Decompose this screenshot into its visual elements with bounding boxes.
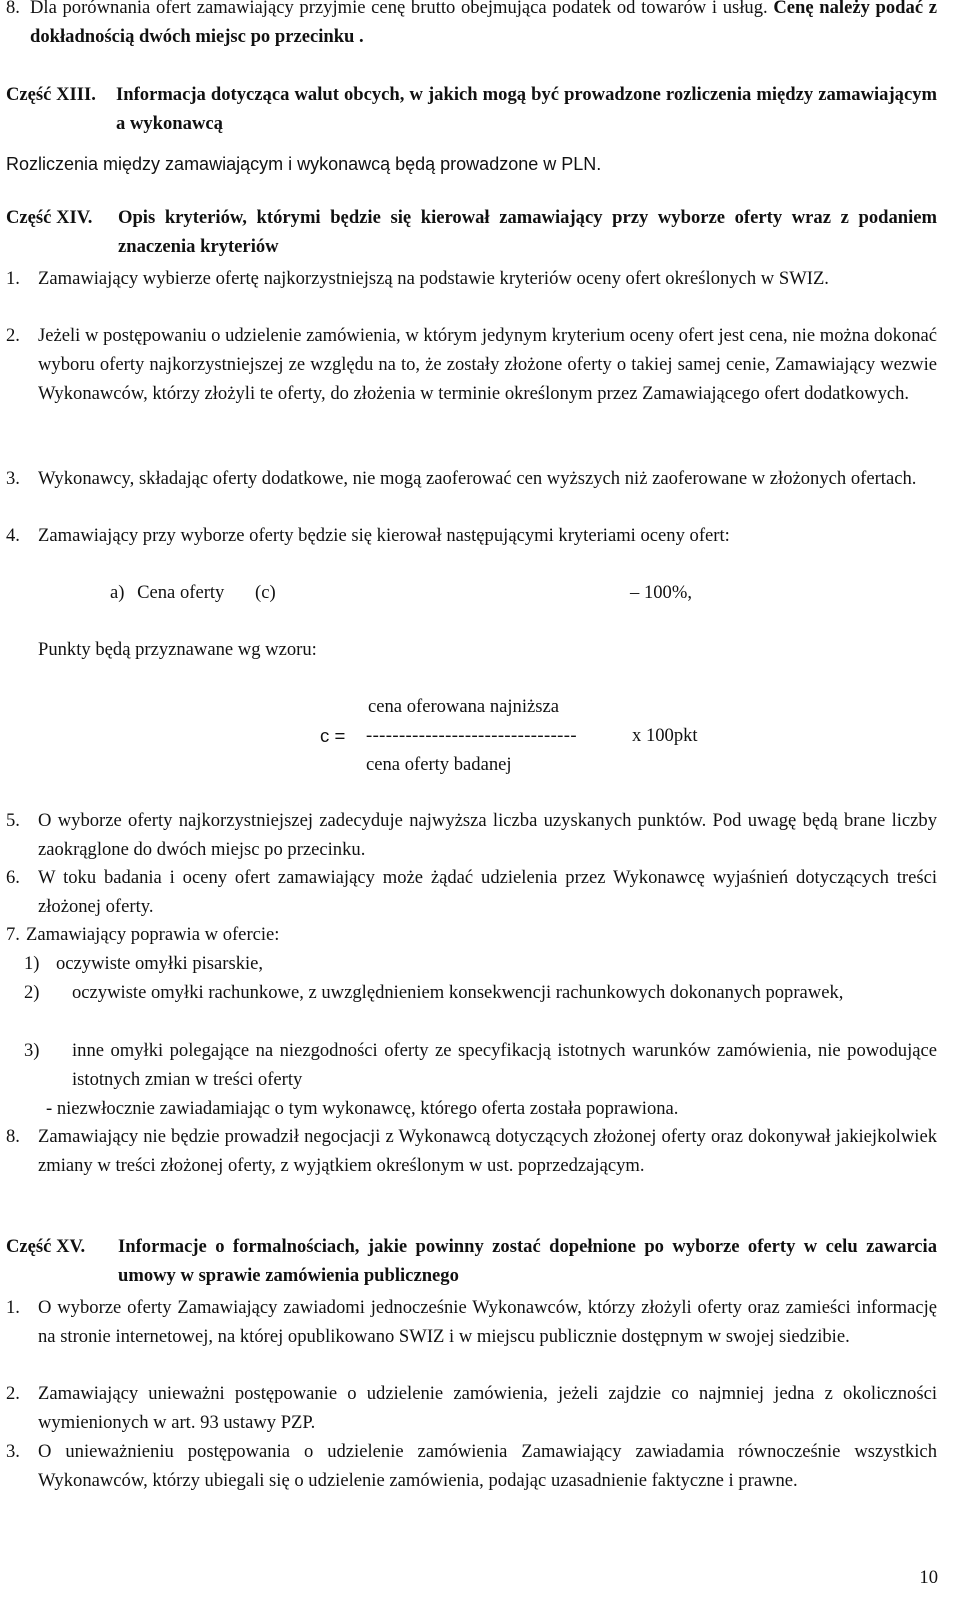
sub-list-item [24,1036,937,1094]
item-text: W toku badania i oceny ofert zamawiający może żądać udzielenia przez Wykonawcę wyjaśnień dotyczących treści złożonej oferty. [38,867,937,917]
criterion-name: Cena oferty [137,582,225,603]
formula-lhs: c = [320,725,346,746]
item-number: 8. [6,1126,20,1147]
formula-numerator: cena oferowana najniższa [368,696,559,717]
points-label: Punkty będą przyznawane wg wzoru: [38,639,317,660]
sub-item-text: inne omyłki polegające na niezgodności oferty ze specyfikacją istotnych warunków zamówienia, nie powodujące istotnych zmian w treści oferty [72,1040,937,1090]
criterion-row [110,578,730,607]
item-number: 3. [6,1441,20,1462]
item-text: Wykonawcy, składając oferty dodatkowe, nie mogą zaoferować cen wyższych niż zaoferowane w złożonych ofertach. [38,468,917,489]
item-text: O wyborze oferty najkorzystniejszej zadecyduje najwyższa liczba uzyskanych punktów. Pod uwagę będą brane liczby zaokrąglone do dwóch miejsc po przecinku. [38,810,937,860]
list-item [6,464,937,493]
item-number: 2. [6,1383,20,1404]
sub-item-text: oczywiste omyłki rachunkowe, z uwzględnieniem konsekwencji rachunkowych dokonanych poprawek, [72,982,844,1003]
item-text: Dla porównania ofert zamawiający przyjmie cenę brutto obejmująca podatek od towarów i usług. [30,0,768,18]
list-item [6,521,937,550]
list-item [6,863,937,921]
item-number: 5. [6,810,20,831]
list-item [6,920,937,949]
item-number: 4. [6,525,20,546]
item-text: Zamawiający poprawia w ofercie: [26,924,280,945]
section-heading-15 [6,1232,937,1290]
item-number: 1. [6,1297,20,1318]
formula-fraction-line: -------------------------------- [366,725,577,746]
item-text: O wyborze oferty Zamawiający zawiadomi jednocześnie Wykonawców, którzy złożyli oferty oraz zamieści informację na stronie internetowej, na której opublikowano SWIZ i w miejscu publicznie dostępnym w swojej siedzibie. [38,1297,937,1347]
item-bold-text: Cenę należy podać z dokładnością dwóch miejsc po przecinku . [30,0,937,47]
item-number: 7. [6,924,20,945]
section-title: Informacja dotycząca walut obcych, w jakich mogą być prowadzone rozliczenia między zamawiającym a wykonawcą [116,84,937,134]
list-item [6,1379,937,1437]
criterion-symbol: (c) [255,582,276,603]
item-text: Jeżeli w postępowaniu o udzielenie zamówienia, w którym jedynym kryterium oceny ofert jest cena, nie można dokonać wyboru oferty najkorzystniejszej ze względu na to, że zostały złożone oferty o takiej samej cenie, Zamawiający wezwie Wykonawców, którzy złożyli te oferty, do złożenia w terminie określonym przez Zamawiającego ofert dodatkowych. [38,325,937,404]
sub-list-item [24,949,937,978]
section-label: Część XIV. [6,207,93,228]
list-item [6,1437,937,1495]
item-text: Zamawiający nie będzie prowadził negocjacji z Wykonawcą dotyczących złożonej oferty oraz dokonywał jakiejkolwiek zmiany w treści złożonej oferty, z wyjątkiem określonym w ust. poprzedzającym. [38,1126,937,1176]
formula-rhs: x 100pkt [632,725,698,746]
item-number: 3. [6,468,20,489]
item-text: Zamawiający unieważni postępowanie o udzielenie zamówienia, jeżeli zajdzie co najmniej jedna z okoliczności wymienionych w art. 93 ustawy PZP. [38,1383,937,1433]
item-text: Zamawiający wybierze ofertę najkorzystniejszą na podstawie kryteriów oceny ofert określonych w SWIZ. [38,268,829,289]
section-title: Opis kryteriów, którymi będzie się kierował zamawiający przy wyborze oferty wraz z podaniem znaczenia kryteriów [118,207,937,257]
item-text: O unieważnieniu postępowania o udzielenie zamówienia Zamawiający zawiadamia równocześnie wszystkich Wykonawców, którzy ubiegali się o udzielenie zamówienia, podając uzasadnienie faktyczne i prawne. [38,1441,937,1491]
sub-item-number: 3) [24,1040,40,1061]
sub-item-text: oczywiste omyłki pisarskie, [56,953,264,974]
item-number: 1. [6,268,20,289]
section-label: Część XIII. [6,84,96,105]
list-item [6,321,937,408]
section-label: Część XV. [6,1236,86,1257]
list-item [6,0,937,51]
list-item [6,1293,937,1351]
page-number: 10 [919,1567,938,1588]
paragraph: Rozliczenia między zamawiającym i wykonawcą będą prowadzone w PLN. [6,154,602,174]
sub-item-number: 2) [24,982,40,1003]
list-item [6,264,937,293]
section-heading-13 [6,80,937,138]
criterion-weight: – 100%, [630,582,692,603]
item-text: Zamawiający przy wyborze oferty będzie się kierował następującymi kryteriami oceny ofert: [38,525,730,546]
sub-item-number: 1) [24,953,40,974]
section-heading-14 [6,203,937,261]
list-item [6,806,937,864]
formula-denominator: cena oferty badanej [366,754,512,775]
item-number: 2. [6,325,20,346]
notify-line: - niezwłocznie zawiadamiając o tym wykonawcę, którego oferta została poprawiona. [46,1098,679,1119]
criterion-letter: a) [110,582,125,603]
item-number: 8. [6,0,20,18]
sub-list-item [24,978,937,1007]
item-number: 6. [6,867,20,888]
section-title: Informacje o formalnościach, jakie powinny zostać dopełnione po wyborze oferty w celu zawarcia umowy w sprawie zamówienia publicznego [118,1236,937,1286]
list-item [6,1122,937,1180]
